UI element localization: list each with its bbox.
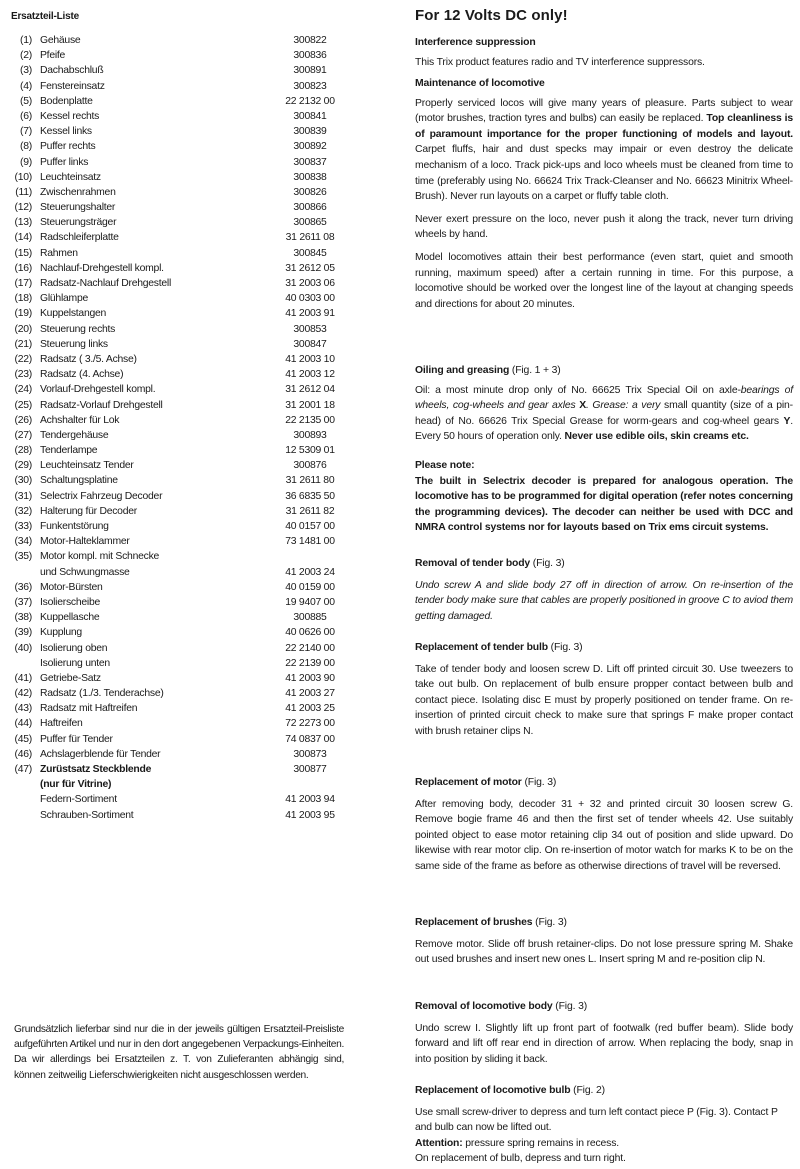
article-number: 300891 (293, 65, 327, 77)
parts-row (0, 261, 400, 276)
part-name: Pfeife (40, 50, 66, 62)
part-number: (16) (14, 262, 32, 274)
part-number: (33) (14, 521, 32, 532)
part-name: Isolierung oben (40, 642, 108, 654)
part-number: (24) (14, 384, 32, 396)
part-number: (37) (14, 596, 32, 608)
article-number: 22 2132 00 (285, 95, 335, 107)
article-number: 41 2003 27 (285, 688, 335, 700)
part-number: (14) (14, 232, 32, 244)
part-number: (43) (14, 703, 32, 715)
parts-row (0, 701, 400, 716)
article-number: 300893 (293, 429, 327, 441)
parts-row (0, 504, 400, 519)
section-loco-body (415, 999, 793, 1067)
parts-row (0, 246, 400, 261)
article-number: 40 0159 00 (285, 581, 335, 593)
article-number: 73 1481 00 (285, 536, 335, 548)
part-name: Steuerung rechts (40, 323, 116, 335)
article-number: 300885 (293, 612, 327, 624)
parts-row (0, 762, 400, 777)
article-number: 300823 (293, 80, 327, 92)
part-number: (22) (14, 353, 32, 365)
article-number: 300838 (293, 171, 327, 183)
parts-row (0, 595, 400, 610)
article-number: 41 2003 25 (285, 703, 335, 715)
section-text: Properly serviced locos will give many years of pleasure. Parts subject to wear (motor brushes, traction tyres and bulbs) can easily be replaced. Top cleanliness is of paramount importance for the proper functioning of models and layout. Carpet fluffs, hair and dust specks may impair or even destroy the delicate mechanism of a loco. Track pick-ups and loco wheels must be cleaned from time to time (preferably using No. 66624 Trix Track-Cleanser and No. 66623 Minitrix Wheel-Brush). Never run layouts on a carpet or fluffy table cloth. (415, 97, 793, 203)
article-number: 19 9407 00 (285, 596, 335, 608)
part-name: Puffer links (40, 156, 89, 168)
parts-row (0, 170, 400, 185)
voltage-title: For 12 Volts DC only! (415, 7, 568, 24)
part-number: (47) (14, 764, 32, 775)
parts-row (0, 48, 400, 63)
part-number: (44) (14, 718, 32, 730)
parts-row (0, 215, 400, 230)
part-name: Leuchteinsatz Tender (40, 460, 134, 472)
article-number: 300845 (293, 247, 327, 259)
part-number: (6) (20, 110, 32, 122)
part-name: Motor-Bürsten (40, 581, 103, 593)
section-heading: Please note: (415, 460, 475, 471)
part-number: (25) (14, 399, 32, 411)
parts-row (0, 458, 400, 473)
part-name: Schrauben-Sortiment (40, 809, 134, 821)
part-number: (8) (20, 141, 32, 153)
spare-parts-list (0, 33, 400, 823)
article-number: 22 2139 00 (285, 657, 335, 669)
article-number: 74 0837 00 (285, 733, 335, 745)
part-name: Fenstereinsatz (40, 80, 105, 92)
part-name: Zurüstsatz Steckblende (40, 764, 152, 775)
parts-row (0, 109, 400, 124)
article-number: 72 2273 00 (285, 718, 335, 730)
article-number: 300865 (293, 217, 327, 229)
part-name: Funkentstörung (40, 521, 109, 532)
section-brushes (415, 915, 793, 968)
part-number: (32) (14, 505, 32, 517)
section-text: The built in Selectrix decoder is prepared for analogous operation. The locomotive has to be programmed for digital operation (refer notes concerning the programming devices). The decoder can neither be used with DCC and NMRA control systems nor for layouts based on Trix ems circuit systems. (415, 475, 793, 534)
article-number: 300839 (293, 126, 327, 138)
article-number: 31 2003 06 (285, 278, 335, 289)
section-text: After removing body, decoder 31 + 32 and printed circuit 30 loosen screw G. Remove bogie frame 46 and then the first set of tender wheels 42. Use suitably pointed object to ease motor retaining clip 34 out of position and slide upward. Do likewise with rear motor clip. On re-insertion of motor watch for marks K to be on the same side of the frame as before as otherwise directions of travel will be reversed. (415, 798, 793, 872)
part-name: Kuppellasche (40, 612, 100, 624)
part-name: Steuerungsträger (40, 217, 117, 229)
article-number: 300836 (293, 50, 327, 62)
part-name: Achslagerblende für Tender (40, 748, 161, 760)
section-please-note (415, 458, 793, 536)
parts-row (0, 732, 400, 747)
article-number: 41 2003 90 (285, 672, 335, 684)
article-number: 300866 (293, 202, 327, 214)
parts-row (0, 124, 400, 139)
part-name: (nur für Vitrine) (40, 779, 112, 791)
parts-row (0, 716, 400, 731)
part-name: Radsatz (1./3. Tenderachse) (40, 688, 164, 700)
part-name: Glühlampe (40, 293, 88, 305)
section-text: This Trix product features radio and TV interference suppressors. (415, 56, 705, 68)
article-number: 41 2003 91 (285, 308, 335, 320)
parts-row (0, 322, 400, 337)
parts-row (0, 306, 400, 321)
article-number: 31 2611 80 (285, 475, 335, 487)
part-number: (41) (14, 672, 32, 684)
article-number: 31 2612 05 (285, 262, 335, 274)
part-name: Halterung für Decoder (40, 505, 137, 517)
part-number: (15) (14, 247, 32, 259)
parts-row (0, 808, 400, 823)
part-number: (9) (20, 156, 32, 168)
part-number: (12) (14, 202, 32, 214)
instructions-column (415, 0, 793, 1169)
article-number: 40 0303 00 (285, 293, 335, 305)
part-name: Dachabschluß (40, 65, 104, 77)
part-number: (2) (20, 50, 32, 62)
part-name: Schaltungsplatine (40, 475, 118, 487)
part-number: (3) (20, 65, 32, 77)
article-number: 300892 (293, 141, 327, 153)
article-number: 31 2611 82 (285, 505, 335, 517)
section-tender-body (415, 556, 793, 624)
part-number: (45) (14, 733, 32, 745)
parts-row (0, 792, 400, 807)
part-name: Nachlauf-Drehgestell kompl. (40, 262, 164, 274)
parts-row (0, 641, 400, 656)
part-name: Haftreifen (40, 718, 83, 730)
parts-row (0, 610, 400, 625)
section-motor (415, 775, 793, 875)
article-number: 300847 (293, 338, 327, 350)
part-number: (17) (14, 278, 32, 289)
section-heading: Replacement of locomotive bulb (Fig. 2) (415, 1085, 605, 1096)
part-name: Steuerung links (40, 338, 108, 350)
section-heading: Removal of locomotive body (Fig. 3) (415, 1001, 588, 1012)
part-number: (36) (14, 581, 32, 593)
parts-row (0, 200, 400, 215)
article-number: 300837 (293, 156, 327, 168)
part-name: Zwischenrahmen (40, 186, 116, 198)
parts-row (0, 413, 400, 428)
part-name: Federn-Sortiment (40, 794, 117, 806)
parts-row (0, 565, 400, 580)
part-number: (18) (14, 293, 32, 305)
part-name: Isolierscheibe (40, 596, 101, 608)
article-number: 41 2003 95 (285, 809, 335, 821)
section-oiling (415, 363, 793, 445)
section-text: Remove motor. Slide off brush retainer-clips. Do not lose pressure spring M. Shake out used brushes and insert new ones L. Insert spring M and re-position clip N. (415, 938, 793, 966)
part-name: Puffer für Tender (40, 733, 113, 745)
parts-row (0, 747, 400, 762)
parts-row (0, 473, 400, 488)
parts-row (0, 94, 400, 109)
article-number: 40 0626 00 (285, 627, 335, 639)
part-name: Kessel rechts (40, 110, 100, 122)
section-interference (415, 35, 793, 70)
article-number: 300873 (293, 748, 327, 760)
section-text: Use small screw-driver to depress and turn left contact piece P (Fig. 3). Contact P and bulb can now be lifted out. Attention: pressure spring remains in recess. On replacement of bulb, depress and turn right. (415, 1106, 778, 1165)
parts-row (0, 443, 400, 458)
part-number: (10) (14, 171, 32, 183)
part-name: Motor kompl. mit Schnecke (40, 551, 160, 563)
parts-row (0, 230, 400, 245)
part-name: Tendergehäuse (40, 429, 109, 441)
part-name: Kupplung (40, 627, 82, 639)
part-number: (27) (14, 429, 32, 441)
parts-row (0, 580, 400, 595)
part-name: Radsatz-Vorlauf Drehgestell (40, 399, 163, 411)
article-number: 36 6835 50 (285, 490, 335, 502)
part-name: und Schwungmasse (40, 566, 130, 578)
parts-row (0, 519, 400, 534)
part-name: Rahmen (40, 247, 78, 259)
section-heading: Removal of tender body (Fig. 3) (415, 558, 565, 569)
article-number: 300841 (293, 110, 327, 122)
parts-row (0, 777, 400, 792)
parts-row (0, 549, 400, 564)
part-name: Steuerungshalter (40, 202, 116, 214)
section-heading: Oiling and greasing (Fig. 1 + 3) (415, 365, 561, 376)
part-number: (7) (20, 126, 32, 138)
part-number: (26) (14, 414, 32, 426)
part-name: Isolierung unten (40, 657, 110, 669)
parts-row (0, 489, 400, 504)
parts-row (0, 671, 400, 686)
part-name: Radsatz (4. Achse) (40, 369, 124, 381)
section-text: Undo screw I. Slightly lift up front part of footwalk (red buffer beam). Slide body forward and lift off rear end in direction of arrow. When replacing the body, snap in into position by sliding it back. (415, 1022, 793, 1065)
part-name: Radsatz mit Haftreifen (40, 703, 138, 715)
part-name: Achshalter für Lok (40, 414, 120, 426)
part-number: (13) (14, 217, 32, 229)
parts-row (0, 337, 400, 352)
parts-row (0, 686, 400, 701)
section-text: Oil: a most minute drop only of No. 66625 Trix Special Oil on axle-bearings of wheels, cog-wheels and gear axles X. Grease: a very small quantity (size of a pin-head) of No. 66626 Trix Special Grease for worm-gears and cog-wheel gears Y. Every 50 hours of operation only. Never use edible oils, skin creams etc. (415, 384, 793, 443)
part-number: (28) (14, 445, 32, 457)
part-name: Radschleiferplatte (40, 232, 119, 244)
part-number: (35) (14, 551, 32, 563)
article-number: 22 2135 00 (285, 414, 335, 426)
article-number: 31 2001 18 (285, 399, 335, 411)
part-name: Kuppelstangen (40, 308, 107, 320)
part-number: (39) (14, 627, 32, 639)
part-number: (31) (14, 490, 32, 502)
parts-row (0, 63, 400, 78)
section-text: Never exert pressure on the loco, never push it along the track, never turn driving wheels by hand. (415, 213, 793, 241)
article-number: 300826 (293, 186, 327, 198)
parts-row (0, 428, 400, 443)
part-number: (46) (14, 748, 32, 760)
spare-parts-title: Ersatzteil-Liste (11, 11, 79, 22)
part-number: (5) (20, 95, 32, 107)
part-number: (20) (14, 323, 32, 335)
part-name: Selectrix Fahrzeug Decoder (40, 490, 163, 502)
part-number: (30) (14, 475, 32, 487)
article-number: 300822 (293, 35, 327, 46)
article-number: 31 2611 08 (285, 232, 335, 244)
part-name: Gehäuse (40, 35, 81, 46)
section-heading: Interference suppression (415, 37, 536, 48)
section-text: Model locomotives attain their best performance (even start, quiet and smooth running, maximum speed) after a certain running in time. For this purpose, a locomotive should be worked over the longest line of the layout at changing speeds and directions for about 20 minutes. (415, 251, 793, 310)
part-name: Kessel links (40, 126, 92, 138)
part-name: Motor-Halteklammer (40, 536, 130, 548)
part-number: (4) (20, 80, 32, 92)
section-maintenance (415, 76, 793, 312)
parts-row (0, 625, 400, 640)
article-number: 41 2003 94 (285, 794, 335, 806)
section-text: Undo screw A and slide body 27 off in direction of arrow. On re-insertion of the tender body make sure that cables are properly positioned in groove C to aviod them getting damaged. (415, 579, 793, 622)
part-name: Leuchteinsatz (40, 171, 101, 183)
part-number: (1) (20, 35, 32, 46)
part-number: (21) (14, 338, 32, 350)
article-number: 12 5309 01 (285, 445, 335, 457)
section-loco-bulb (415, 1083, 793, 1167)
parts-row (0, 276, 400, 291)
article-number: 300876 (293, 460, 327, 472)
part-number: (34) (14, 536, 32, 548)
part-number: (42) (14, 688, 32, 700)
article-number: 41 2003 10 (285, 353, 335, 365)
part-name: Getriebe-Satz (40, 672, 101, 684)
parts-row (0, 139, 400, 154)
parts-row (0, 291, 400, 306)
article-number: 40 0157 00 (285, 521, 335, 532)
part-name: Puffer rechts (40, 141, 96, 153)
article-number: 22 2140 00 (285, 642, 335, 654)
part-name: Tenderlampe (40, 445, 98, 457)
part-number: (40) (14, 642, 32, 654)
part-name: Radsatz-Nachlauf Drehgestell (40, 278, 172, 289)
parts-row (0, 352, 400, 367)
parts-row (0, 382, 400, 397)
part-number: (29) (14, 460, 32, 472)
parts-row (0, 656, 400, 671)
article-number: 41 2003 12 (285, 369, 335, 381)
section-tender-bulb (415, 640, 793, 740)
part-number: (23) (14, 369, 32, 381)
parts-row (0, 534, 400, 549)
parts-row (0, 367, 400, 382)
section-heading: Replacement of tender bulb (Fig. 3) (415, 642, 583, 653)
parts-row (0, 185, 400, 200)
parts-row (0, 398, 400, 413)
part-number: (11) (15, 186, 32, 198)
section-heading: Replacement of brushes (Fig. 3) (415, 917, 567, 928)
section-heading: Replacement of motor (Fig. 3) (415, 777, 557, 788)
part-name: Vorlauf-Drehgestell kompl. (40, 384, 156, 396)
section-text: Take of tender body and loosen screw D. Lift off printed circuit 30. Use tweezers to take out bulb. On replacement of bulb ensure propper contact between bulb and contact piece. Isolating disc E must by properly positioned on tender frame. On re-insertion of printed circuit check to make sure that springs F make proper contact with brush retainer clips N. (415, 663, 793, 737)
parts-row (0, 155, 400, 170)
part-number: (19) (14, 308, 32, 320)
article-number: 300853 (293, 323, 327, 335)
part-number: (38) (14, 612, 32, 624)
part-name: Radsatz ( 3./5. Achse) (40, 353, 137, 365)
part-name: Bodenplatte (40, 95, 93, 107)
availability-footnote: Grundsätzlich lieferbar sind nur die in der jeweils gültigen Ersatzteil-Preisliste aufgeführten Artikel und nur in den dort angegebenen Verpackungs-Einheiten. Da wir allerdings bei Ersatzteilen z. T. von Zulieferanten abhängig sind, können zeitweilig Lieferschwierigkeiten nicht ausgeschlossen werden. (14, 1024, 344, 1081)
article-number: 31 2612 04 (285, 384, 335, 396)
article-number: 41 2003 24 (285, 566, 335, 578)
parts-row (0, 33, 400, 48)
parts-row (0, 79, 400, 94)
section-heading: Maintenance of locomotive (415, 78, 545, 89)
article-number: 300877 (293, 764, 327, 775)
